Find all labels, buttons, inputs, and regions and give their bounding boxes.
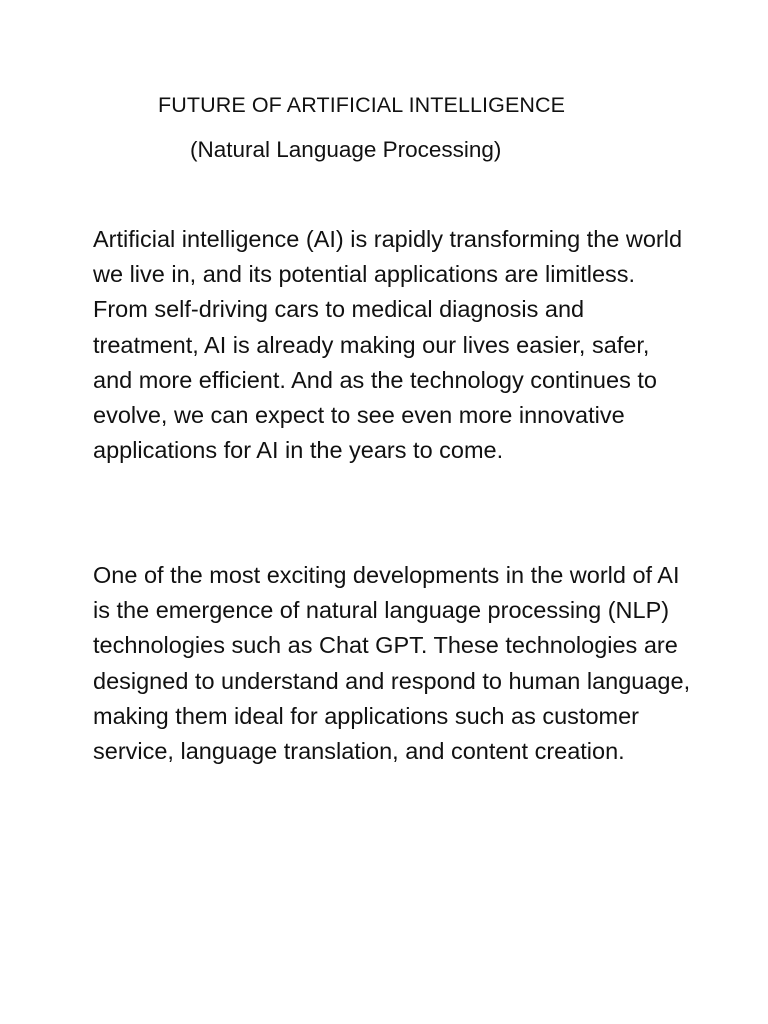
- document-title: FUTURE OF ARTIFICIAL INTELLIGENCE: [158, 93, 566, 117]
- document-subtitle: (Natural Language Processing): [190, 137, 502, 162]
- paragraph-nlp: One of the most exciting developments in the world of AI is the emergence of natural language processing (NLP) technologies such as Chat GPT. These technologies are designed to understand and respond to human language, making them ideal for applications such as customer service, language translation, and content creation.: [93, 562, 691, 765]
- paragraph-intro: Artificial intelligence (AI) is rapidly transforming the world we live in, and its potential applications are limitless. From self-driving cars to medical diagnosis and treatment, AI is already making our lives easier, safer, and more efficient. And as the technology continues to evolve, we can expect to see even more innovative applications for AI in the years to come.: [93, 226, 683, 464]
